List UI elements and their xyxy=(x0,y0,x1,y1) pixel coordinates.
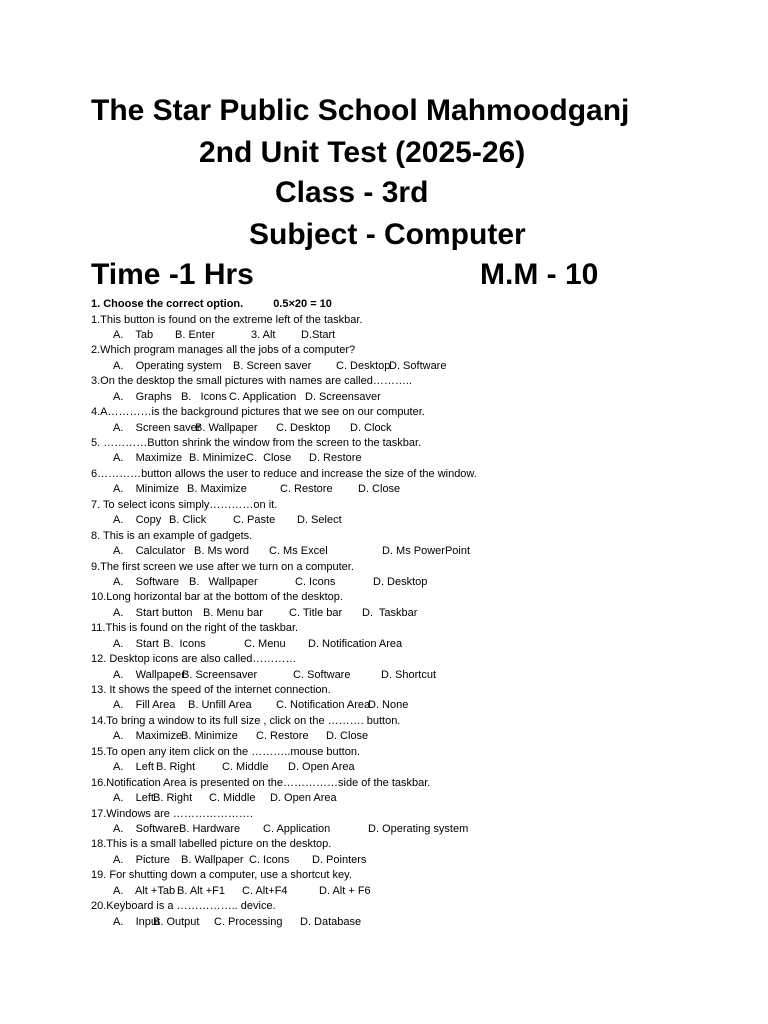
option-item: D. None xyxy=(368,699,409,712)
class-label: Class - 3rd xyxy=(275,176,429,209)
options-row xyxy=(91,606,731,621)
question-text: 9.The first screen we use after we turn on a computer. xyxy=(91,560,354,573)
options-row xyxy=(91,698,731,713)
question-text: 5. …………Button shrink the window from the screen to the taskbar. xyxy=(91,437,422,449)
question-text: 10.Long horizontal bar at the bottom of the desktop. xyxy=(91,591,343,604)
option-item: C. Icons xyxy=(295,575,336,588)
option-item: A. Operating system xyxy=(113,359,222,372)
option-item: C. Application xyxy=(229,390,297,403)
option-item: B. Wallpaper xyxy=(189,575,258,588)
time-label: Time -1 Hrs xyxy=(91,258,254,291)
option-item: C. Middle xyxy=(209,792,256,805)
option-item: D. Clock xyxy=(350,421,392,434)
option-item: C. Alt+F4 xyxy=(242,884,288,897)
option-item: D. Select xyxy=(297,514,342,527)
option-item: D.Start xyxy=(301,328,336,341)
option-item: A. Calculator xyxy=(113,545,186,558)
options-row xyxy=(91,822,731,837)
option-item: C. Middle xyxy=(222,761,269,774)
option-item: A. Fill Area xyxy=(113,699,176,712)
option-item: B. Wallpaper xyxy=(181,853,244,866)
options-row xyxy=(91,760,731,775)
option-item: C. Icons xyxy=(249,853,290,866)
option-item: D. Ms PowerPoint xyxy=(382,545,471,558)
max-marks-label: M.M - 10 xyxy=(480,258,599,291)
option-item: A. Screen saver xyxy=(113,421,201,434)
question-text: 14.To bring a window to its full size , click on the ………. button. xyxy=(91,714,401,727)
question-text: 13. It shows the speed of the internet connection. xyxy=(91,684,331,696)
option-item: D. Database xyxy=(300,915,362,928)
option-item: A. Software xyxy=(113,575,180,588)
option-item: C. Close xyxy=(246,452,292,465)
question-text: 3.On the desktop the small pictures with names are called……….. xyxy=(91,375,412,388)
question-text: 19. For shutting down a computer, use a shortcut key. xyxy=(91,869,352,882)
option-item: D. Open Area xyxy=(288,761,355,774)
option-item: B. Menu bar xyxy=(203,606,263,619)
option-item: B. Ms word xyxy=(194,545,250,558)
option-item: A. Maximize xyxy=(113,452,183,465)
question-text: 8. This is an example of gadgets. xyxy=(91,529,253,542)
option-item: B. Screen saver xyxy=(233,359,312,372)
option-item: C. Restore xyxy=(280,483,333,496)
option-item: D. Operating system xyxy=(368,822,469,835)
option-item: A. Maximize xyxy=(113,730,183,743)
options-row xyxy=(91,668,731,683)
options-row xyxy=(91,791,731,806)
option-item: D. Close xyxy=(326,730,369,743)
test-title: 2nd Unit Test (2025-26) xyxy=(199,136,526,169)
option-item: A. Left xyxy=(113,792,154,805)
option-item: C. Desktop xyxy=(336,359,391,372)
question-text: 11.This is found on the right of the taskbar. xyxy=(91,622,299,635)
option-item: B. Click xyxy=(169,514,207,527)
option-item: B. Right xyxy=(156,761,196,774)
section-heading xyxy=(91,297,731,313)
option-item: B. Minimize xyxy=(181,730,238,743)
section-marks: 0.5×20 = 10 xyxy=(273,298,332,310)
option-item: A. Picture xyxy=(113,853,170,866)
option-item: A. Graphs xyxy=(113,390,172,403)
question-text: 2.Which program manages all the jobs of a computer? xyxy=(91,344,356,357)
question-text: 20.Keyboard is a …………….. device. xyxy=(91,900,276,913)
option-item: D. Software xyxy=(389,359,447,372)
options-row xyxy=(91,390,731,405)
option-item: C. Application xyxy=(263,822,331,835)
option-item: C. Paste xyxy=(233,514,276,527)
option-item: B. Unfill Area xyxy=(188,699,252,712)
option-item: B. Icons xyxy=(163,637,206,650)
question-text: 7. To select icons simply…………on it. xyxy=(91,498,278,511)
option-item: C. Menu xyxy=(244,637,286,650)
options-row xyxy=(91,544,731,559)
option-item: B. Hardware xyxy=(179,822,241,835)
option-item: B. Enter xyxy=(175,328,215,341)
options-row xyxy=(91,729,731,744)
option-item: A. Wallpaper xyxy=(113,668,185,681)
option-item: A. Tab xyxy=(113,328,154,341)
option-item: D. Shortcut xyxy=(381,668,437,681)
question-text: 16.Notification Area is presented on the……………side of the taskbar. xyxy=(91,776,431,789)
question-text: 18.This is a small labelled picture on the desktop. xyxy=(91,838,332,851)
option-item: A. Start button xyxy=(113,606,193,619)
option-item: A. Minimize xyxy=(113,483,180,496)
school-name: The Star Public School Mahmoodganj xyxy=(91,94,630,127)
option-item: 3. Alt xyxy=(251,328,276,341)
question-list xyxy=(91,297,731,930)
option-item: A. Software xyxy=(113,822,180,835)
option-item: A. Input xyxy=(113,915,161,928)
options-row xyxy=(91,328,731,343)
option-item: D. Alt + F6 xyxy=(319,884,371,897)
option-item: C. Restore xyxy=(256,730,309,743)
option-item: C. Notification Area xyxy=(276,699,371,712)
option-item: B. Maximize xyxy=(187,483,247,496)
option-item: D. Desktop xyxy=(373,575,428,588)
option-item: B. Wallpaper xyxy=(195,421,258,434)
question-text: 15.To open any item click on the ………..mouse button. xyxy=(91,745,361,758)
options-row xyxy=(91,451,731,466)
option-item: A. Left xyxy=(113,761,154,774)
option-item: C. Desktop xyxy=(276,421,331,434)
question-text: 4.A…………is the background pictures that we see on our computer. xyxy=(91,406,425,419)
section-title: 1. Choose the correct option. xyxy=(91,298,244,310)
subject-label: Subject - Computer xyxy=(249,218,526,251)
option-item: C. Processing xyxy=(214,915,283,928)
options-row xyxy=(91,575,731,590)
option-item: D. Taskbar xyxy=(362,606,418,619)
options-row xyxy=(91,513,731,528)
options-row xyxy=(91,915,731,930)
option-item: C. Software xyxy=(293,668,351,681)
question-text: 17.Windows are …………………. xyxy=(91,807,253,820)
option-item: A. Copy xyxy=(113,514,162,527)
question-text: 12. Desktop icons are also called………… xyxy=(91,653,297,666)
options-row xyxy=(91,482,731,497)
option-item: D. Restore xyxy=(309,452,362,465)
option-item: D. Close xyxy=(358,483,401,496)
question-text: 6…………button allows the user to reduce and increase the size of the window. xyxy=(91,467,477,480)
option-item: B. Icons xyxy=(181,390,227,403)
options-row xyxy=(91,421,731,436)
option-item: D. Notification Area xyxy=(308,637,403,650)
options-row xyxy=(91,637,731,652)
option-item: A. Alt +Tab xyxy=(113,884,176,897)
option-item: D. Open Area xyxy=(270,792,337,805)
option-item: D. Pointers xyxy=(312,853,367,866)
option-item: A. Start xyxy=(113,637,159,650)
option-item: B. Screensaver xyxy=(182,668,258,681)
option-item: B. Alt +F1 xyxy=(177,884,225,897)
options-row xyxy=(91,884,731,899)
option-item: B. Minimize xyxy=(189,452,246,465)
options-row xyxy=(91,853,731,868)
option-item: B. Output xyxy=(153,915,200,928)
options-row xyxy=(91,359,731,374)
question-text: 1.This button is found on the extreme left of the taskbar. xyxy=(91,313,363,326)
option-item: C. Ms Excel xyxy=(269,545,328,558)
option-item: D. Screensaver xyxy=(305,390,381,403)
option-item: C. Title bar xyxy=(289,606,343,619)
option-item: B. Right xyxy=(153,792,193,805)
